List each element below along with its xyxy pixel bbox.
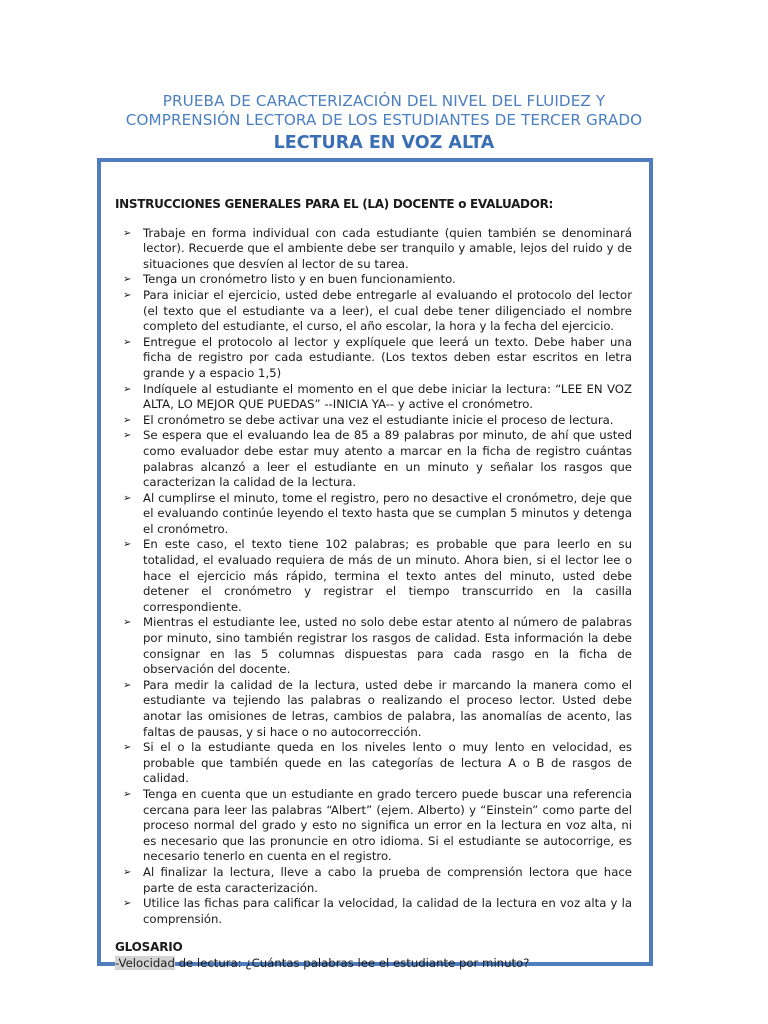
instruction-text: Tenga un cronómetro listo y en buen funcionamiento. (143, 272, 456, 287)
arrow-bullet-icon: ➢ (123, 336, 132, 348)
glossary-heading: GLOSARIO (115, 940, 183, 955)
instruction-item (115, 428, 632, 490)
arrow-bullet-icon: ➢ (123, 679, 132, 691)
instruction-item (115, 413, 632, 429)
instructions-heading: INSTRUCCIONES GENERALES PARA EL (LA) DOCENTE o EVALUADOR: (115, 197, 554, 211)
instruction-text: Mientras el estudiante lee, usted no solo debe estar atento al número de palabras por minuto, sino también registrar los rasgos de calidad. Esta información la debe consignar en las 5 columnas dispuestas para cada rasgo en la ficha de observación del docente. (143, 615, 632, 677)
arrow-bullet-icon: ➢ (123, 866, 132, 878)
arrow-bullet-icon: ➢ (123, 383, 132, 395)
instruction-item (115, 335, 632, 382)
instruction-item (115, 615, 632, 677)
arrow-bullet-icon: ➢ (123, 289, 132, 301)
instruction-text: El cronómetro se debe activar una vez el estudiante inicie el proceso de lectura. (143, 412, 614, 427)
document-header (0, 92, 768, 155)
instruction-text: Para iniciar el ejercicio, usted debe entregarle al evaluando el protocolo del lector (el texto que el estudiante va a leer), el cual debe tener diligenciado el nombre completo del estudiante, el curso, el año escolar, la hora y la fecha del ejercicio. (143, 287, 632, 334)
instruction-item (115, 678, 632, 740)
title-line-1: PRUEBA DE CARACTERIZACIÓN DEL NIVEL DEL FLUIDEZ Y (162, 92, 606, 110)
instruction-item (115, 382, 632, 413)
arrow-bullet-icon: ➢ (123, 617, 132, 629)
instruction-text: En este caso, el texto tiene 102 palabras; es probable que para leerlo en su totalidad, el evaluado requiera de más de un minuto. Ahora bien, si el lector lee o hace el ejercicio más rápido, termina el texto antes del minuto, usted debe detener el cronómetro y registrar el tiempo transcurrido en la casilla correspondiente. (143, 537, 632, 614)
arrow-bullet-icon: ➢ (123, 430, 132, 442)
arrow-bullet-icon: ➢ (123, 492, 132, 504)
glossary-entry (115, 956, 632, 972)
instructions-content (115, 197, 632, 972)
arrow-bullet-icon: ➢ (123, 788, 132, 800)
instructions-list (115, 226, 632, 928)
instruction-item (115, 787, 632, 865)
instruction-item (115, 226, 632, 273)
arrow-bullet-icon: ➢ (123, 539, 132, 551)
glossary-term: -Velocidad (115, 955, 175, 970)
instruction-item (115, 740, 632, 787)
instruction-text: Utilice las fichas para calificar la velocidad, la calidad de la lectura en voz alta y la comprensión. (143, 896, 632, 926)
instruction-text: Al finalizar la lectura, lleve a cabo la prueba de comprensión lectora que hace parte de esta caracterización. (143, 864, 632, 895)
instruction-item (115, 896, 632, 927)
title-line-2: COMPRENSIÓN LECTORA DE LOS ESTUDIANTES DE TERCER GRADO (125, 111, 643, 129)
instruction-text: Si el o la estudiante queda en los niveles lento o muy lento en velocidad, es probable que también quede en las categorías de lectura A o B de rasgos de calidad. (143, 740, 632, 786)
arrow-bullet-icon: ➢ (123, 274, 132, 286)
instruction-text: Para medir la calidad de la lectura, usted debe ir marcando la manera como el estudiante va tejiendo las palabras o realizando el proceso lector. Usted debe anotar las omisiones de letras, cambios de palabra, las anomalías de acento, las faltas de pausas, y si hace o no autocorrección. (143, 677, 632, 739)
glossary-definition: de lectura: ¿Cuántas palabras lee el estudiante por minuto? (174, 955, 530, 970)
arrow-bullet-icon: ➢ (123, 742, 132, 754)
subtitle: LECTURA EN VOZ ALTA (273, 133, 495, 153)
instruction-item (115, 537, 632, 615)
instruction-text: Se espera que el evaluando lea de 85 a 89 palabras por minuto, de ahí que usted como evaluador debe estar muy atento a marcar en la ficha de registro cuántas palabras alcanzó a leer el estudiante en un minuto y señalar los rasgos que caracterizan la calidad de la lectura. (143, 428, 632, 490)
arrow-bullet-icon: ➢ (123, 898, 132, 910)
instruction-item (115, 288, 632, 335)
arrow-bullet-icon: ➢ (123, 227, 132, 239)
instruction-item (115, 272, 632, 288)
arrow-bullet-icon: ➢ (123, 414, 132, 426)
instruction-text: Tenga en cuenta que un estudiante en grado tercero puede buscar una referencia cercana para leer las palabras “Albert” (ejem. Alberto) y “Einstein” como parte del proceso normal del grado y esto no significa un error en la lectura en voz alta, ni es necesario que las pronuncie en otro idioma. Si el estudiante se autocorrige, es necesario tenerlo en cuenta en el registro. (143, 786, 632, 864)
instruction-text: Indíquele al estudiante el momento en el que debe iniciar la lectura: “LEE EN VOZ ALTA, LO MEJOR QUE PUEDAS” --INICIA YA-- y active el cronómetro. (143, 381, 632, 412)
instruction-text: Al cumplirse el minuto, tome el registro, pero no desactive el cronómetro, deje que el evaluando continúe leyendo el texto hasta que se cumplan 5 minutos y detenga el cronómetro. (143, 490, 632, 536)
instruction-item (115, 865, 632, 896)
instruction-item (115, 491, 632, 538)
instruction-text: Trabaje en forma individual con cada estudiante (quien también se denominará lector). Recuerde que el ambiente debe ser tranquilo y amable, lejos del ruido y de situaciones que desvíen al lector de su tarea. (143, 225, 632, 271)
instruction-text: Entregue el protocolo al lector y explíquele que leerá un texto. Debe haber una ficha de registro por cada estudiante. (Los textos deben estar escritos en letra grande y a espacio 1,5) (143, 334, 632, 380)
